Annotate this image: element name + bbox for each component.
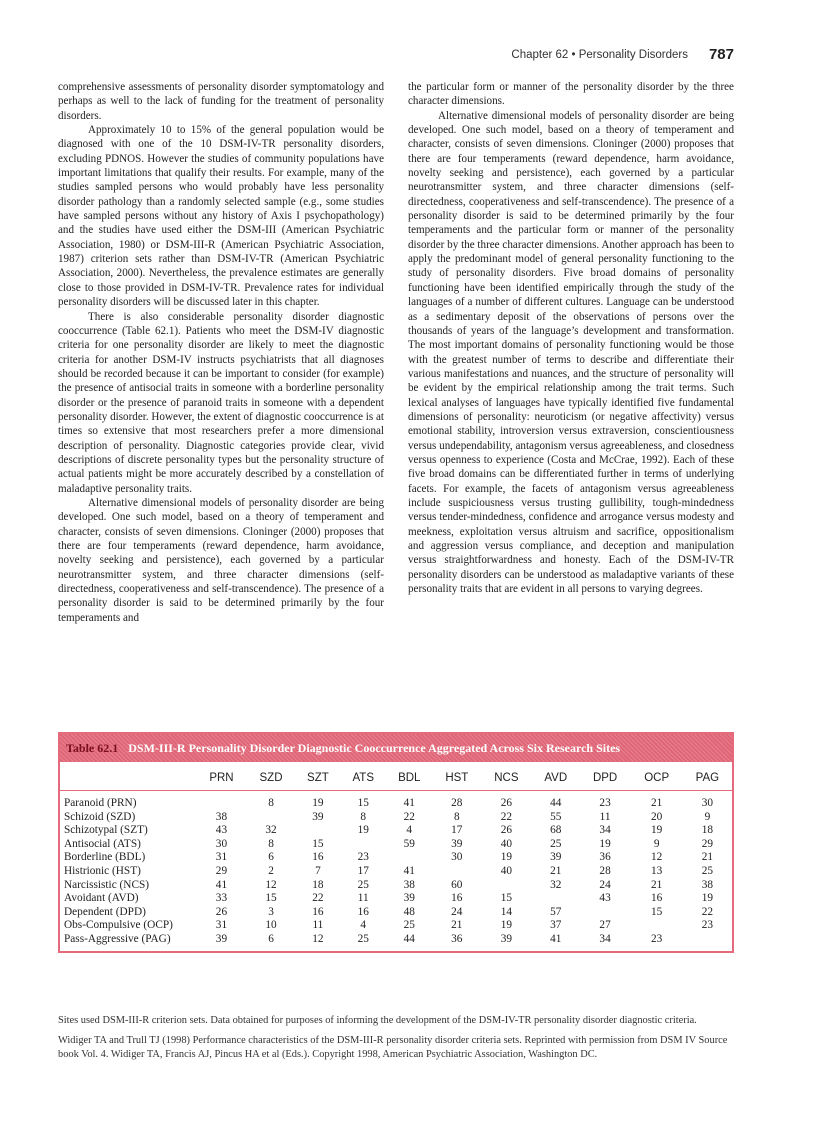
table-cell: 16: [651, 892, 663, 905]
table-row: [60, 865, 732, 879]
table-cell: 8: [268, 797, 274, 809]
table-row: [60, 892, 732, 906]
paragraph: Alternative dimensional models of personality disorder are being developed. One such model, based on a theory of temperament and character, consists of seven dimensions. Cloninger (2000) proposes that there are four temperaments (reward dependence, harm avoidance, novelty seeking and persistence), each governed by a particular neurotransmitter system, and three character dimensions (self-directedness, cooperativeness and self-transcendence). The presence of a personality disorder is said to be determined primarily by the four temperaments and the particular form or manner of the personality disorder by the three character dimensions. Another approach has been to apply the predominant model of general personality functioning to the study of personality disorders. Five broad domains of personality functioning have been identified empirically through the study of the languages of a number of different cultures. Language can be understood as a sedimentary deposit of the observations of persons over the thousands of years of the language’s development and transformation. The most important domains of personality functioning would be those with the greatest number of terms to describe and differentiate their various manifestations and nuances, and the structure of personality will be evident by the empirical relationship among the trait terms. Such lexical analyses of languages have typically identified five fundamental dimensions of personality: neuroticism (or negative affectivity) versus emotional stability, introversion versus extraversion, conscientiousness versus undependability, antagonism versus agreeableness, and closedness versus openness to experience (Costa and McCrae, 1992). Each of these five broad domains can be differentiated further in terms of underlying facets. For example, the facets of antagonism versus agreeableness include suspiciousness versus trusting gullibility, tough-mindedness versus tender-mindedness, confidence and arrogance versus modesty and meekness, exploitation versus altruism and sacrifice, oppositionalism and aggression versus compliance, and deception and manipulation versus straightforwardness and honesty. Each of the DSM-IV-TR personality disorders can be understood as maladaptive variants of these personality traits that are evident in all persons to varying degrees.: [408, 109, 734, 596]
row-label: Avoidant (AVD): [64, 892, 139, 905]
table-cell: 57: [550, 905, 562, 918]
table-cell: 22: [403, 810, 415, 823]
table-cell: 39: [312, 810, 324, 823]
page-header: [58, 46, 734, 66]
column-header: HST: [433, 762, 481, 791]
table-cell: 23: [599, 797, 611, 809]
table-cell: 21: [651, 797, 663, 809]
table-cell: [481, 879, 532, 893]
table-cell: 4: [360, 919, 367, 932]
table-cell: 12: [265, 878, 277, 891]
table-row: [60, 811, 732, 825]
table-cell: 59: [403, 837, 415, 850]
table-cell: 14: [500, 905, 513, 918]
table-source: Widiger TA and Trull TJ (1998) Performance characteristics of the DSM-III-R personality disorder criteria sets. Reprinted with permission from DSM IV Source book Vol. 4. Widiger TA, Francis AJ, Pincus HA et al (Eds.). Copyright 1998, American Psychiatric Association, Washington DC.: [58, 1035, 728, 1060]
table-header-row: [60, 762, 732, 791]
table-cell: 37: [550, 919, 562, 932]
table-row: [60, 933, 732, 951]
table-cell: 16: [451, 892, 463, 905]
table-cell: 10: [265, 919, 277, 932]
table-cell: 40: [500, 837, 513, 850]
right-text-column: [408, 80, 734, 596]
table-cell: 17: [451, 824, 463, 837]
table-cell: 15: [357, 797, 369, 809]
table-cell: 24: [599, 878, 611, 891]
table-cell: 15: [265, 892, 277, 905]
table-cell: 26: [500, 797, 513, 809]
table-cell: 11: [357, 892, 369, 905]
table-cell: 7: [315, 864, 321, 877]
table-cell: 27: [599, 919, 611, 932]
left-text-column: [58, 80, 384, 625]
column-header: SZT: [295, 762, 341, 791]
paragraph: Approximately 10 to 15% of the general population would be diagnosed with one of the 10 DSM-IV-TR personality disorders, excluding PDNOS. However the studies of community populations have important limitations that qualify their results. For example, many of the studies sampled persons who would probably have less personality disorder pathology than a randomly selected sample (e.g., some studies have sampled persons without any history of Axis I psychopathology) and the studies have used either the DSM-III (American Psychiatric Association, 1980) or DSM-III-R (American Psychiatric Association, 1987) criterion sets rather than DSM-IV-TR (American Psychiatric Association, 2000). Nevertheless, the prevalence estimates are generally close to those provided in DSM-IV-TR. Prevalence rates for individual personality disorders will be discussed later in this chapter.: [58, 124, 384, 309]
table-cell: 3: [268, 905, 274, 918]
table-cell: 19: [651, 824, 663, 837]
table-row: [60, 791, 732, 811]
table-cell: 32: [550, 878, 562, 891]
table-cell: 15: [312, 837, 324, 850]
table-cell: 26: [215, 905, 228, 918]
table-cell: 29: [215, 864, 228, 877]
table-cell: [386, 851, 433, 865]
paragraph: Alternative dimensional models of personality disorder are being developed. One such model, based on a theory of temperament and character, consists of seven dimensions. Cloninger (2000) proposes that there are four temperaments (reward dependence, harm avoidance, novelty seeking and persistence), each governed by a particular neurotransmitter system, and three character dimensions (self-directedness, cooperativeness and self-transcendence). The presence of a personality disorder is said to be determined primarily by the four temperaments and: [58, 496, 384, 624]
table-cell: 43: [215, 824, 228, 837]
table-cell: 22: [312, 892, 324, 905]
table-cell: 25: [357, 932, 369, 945]
table-cell: [532, 892, 580, 906]
table-cell: 19: [599, 837, 611, 850]
table-cell: 19: [500, 851, 513, 864]
table-footnote: Sites used DSM-III-R criterion sets. Data obtained for purposes of informing the development of the DSM-IV-TR personality disorder diagnostic criteria.: [58, 1015, 697, 1026]
column-header: NCS: [481, 762, 532, 791]
table-cell: 18: [312, 878, 324, 891]
table-cell: 8: [268, 837, 274, 850]
table-62-1: [58, 732, 734, 953]
table-cell: 38: [215, 810, 228, 823]
column-header: AVD: [532, 762, 580, 791]
table-cell: 23: [357, 851, 369, 864]
table-cell: 11: [599, 810, 611, 823]
table-cell: 39: [215, 932, 228, 945]
table-cell: 32: [265, 824, 277, 837]
row-label: Dependent (DPD): [64, 905, 146, 918]
table-cell: 4: [406, 824, 413, 837]
column-header: BDL: [386, 762, 433, 791]
table-cell: 38: [403, 878, 415, 891]
row-label: Paranoid (PRN): [64, 797, 137, 809]
table-cell: 19: [500, 919, 513, 932]
table-cell: 31: [215, 919, 228, 932]
table-cell: 36: [599, 851, 611, 864]
table-cell: [683, 933, 732, 951]
table-cell: 12: [312, 932, 324, 945]
table-cell: 40: [500, 864, 513, 877]
table-cell: [580, 906, 631, 920]
table-cell: 16: [312, 905, 324, 918]
table-cell: 39: [403, 892, 415, 905]
table-cell: [341, 838, 386, 852]
table-cell: 30: [451, 851, 463, 864]
table-row: [60, 879, 732, 893]
row-label: Obs-Compulsive (OCP): [64, 919, 173, 932]
table-cell: 48: [403, 905, 415, 918]
paragraph: comprehensive assessments of personality disorder symptomatology and perhaps as well to the lack of funding for the treatment of personality disorders.: [58, 81, 384, 122]
table-cell: 28: [451, 797, 463, 809]
table-row: [60, 906, 732, 920]
table-cell: 12: [651, 851, 663, 864]
table-cell: 34: [599, 932, 611, 945]
table-cell: 36: [451, 932, 463, 945]
row-label: Histrionic (HST): [64, 864, 141, 877]
table-cell: 19: [701, 892, 714, 905]
page-number: 787: [708, 46, 734, 63]
table-cell: 60: [451, 878, 463, 891]
row-label: Pass-Aggressive (PAG): [64, 932, 171, 945]
column-header: ATS: [341, 762, 386, 791]
table-cell: 9: [704, 810, 711, 823]
table-cell: 29: [701, 837, 714, 850]
table-cell: 23: [651, 932, 663, 945]
table-cell: [295, 824, 341, 838]
row-label: Schizotypal (SZT): [64, 824, 148, 837]
table-cell: 21: [451, 919, 463, 932]
table-cell: 8: [453, 810, 460, 823]
table-cell: 21: [651, 878, 663, 891]
table-cell: 11: [312, 919, 324, 932]
table-cell: 25: [550, 837, 562, 850]
table-cell: 41: [215, 878, 228, 891]
row-label: Narcissistic (NCS): [64, 878, 150, 891]
table-title: DSM-III-R Personality Disorder Diagnostic Cooccurrence Aggregated Across Six Research Sites: [128, 740, 621, 755]
column-header: SZD: [247, 762, 295, 791]
table-cell: 25: [357, 878, 369, 891]
table-cell: 44: [403, 932, 415, 945]
paragraph: There is also considerable personality disorder diagnostic cooccurrence (Table 62.1). Patients who meet the DSM-IV diagnostic criteria for one personality disorder are likely to meet the diagnostic criteria for another DSM-IV instructs psychiatrists that all diagnoses should be recorded because it can be important to consider (for example) the presence of antisocial traits in someone with a borderline personality disorder or the presence of paranoid traits in someone with a dependent personality disorder. However, the extent of diagnostic cooccurrence is at times so extensive that most researchers prefer a more dimensional description of personality. Diagnostic categories provide clear, vivid descriptions of discrete personality types but the personality structure of actual patients might be more accurately described by a constellation of maladaptive personality traits.: [58, 310, 384, 495]
table-cell: 44: [550, 797, 562, 809]
table-cell: 21: [701, 851, 714, 864]
table-cell: [247, 811, 295, 825]
table-cell: [631, 919, 683, 933]
table-cell: 23: [701, 919, 714, 932]
table-cell: 30: [701, 797, 714, 809]
table-cell: 41: [403, 797, 415, 809]
table-cell: 19: [312, 797, 324, 809]
table-cell: 15: [500, 892, 513, 905]
table-cell: 20: [651, 810, 663, 823]
table-cell: 13: [651, 864, 663, 877]
table-cell: 19: [357, 824, 369, 837]
paragraph: the particular form or manner of the personality disorder by the three character dimensions.: [408, 81, 734, 108]
table-caption-bar: [60, 734, 732, 762]
table-cell: 43: [599, 892, 611, 905]
table-cell: 6: [268, 851, 274, 864]
row-label: Schizoid (SZD): [64, 810, 136, 823]
table-cell: 16: [312, 851, 324, 864]
table-cell: 28: [599, 864, 611, 877]
table-cell: 17: [357, 864, 369, 877]
column-header: PAG: [683, 762, 732, 791]
table-cell: 31: [215, 851, 228, 864]
table-cell: 39: [451, 837, 463, 850]
table-cell: 22: [701, 905, 714, 918]
table-cell: 8: [360, 810, 367, 823]
table-cell: 21: [550, 864, 562, 877]
table-row: [60, 851, 732, 865]
table-cell: 41: [403, 864, 415, 877]
table-cell: 38: [701, 878, 714, 891]
table-cell: 25: [701, 864, 714, 877]
table-cell: 41: [550, 932, 562, 945]
table-notes: [58, 1014, 734, 1068]
table-cell: 15: [651, 905, 663, 918]
table-cell: 24: [451, 905, 463, 918]
table-cell: 26: [500, 824, 513, 837]
table-cell: 55: [550, 810, 562, 823]
column-header: PRN: [196, 762, 247, 791]
table-cell: 68: [550, 824, 562, 837]
table-row: [60, 838, 732, 852]
table-cell: [196, 791, 247, 811]
table-cell: 25: [403, 919, 415, 932]
chapter-title: Chapter 62 • Personality Disorders: [511, 49, 688, 61]
table-cell: 6: [268, 932, 274, 945]
table-cell: 33: [215, 892, 228, 905]
table-row: [60, 824, 732, 838]
row-label: Antisocial (ATS): [64, 837, 141, 850]
table-cell: 18: [701, 824, 714, 837]
column-header: DPD: [580, 762, 631, 791]
column-header: OCP: [631, 762, 683, 791]
table-cell: 9: [653, 837, 660, 850]
table-cell: 2: [268, 864, 274, 877]
table-cell: 30: [215, 837, 228, 850]
table-cell: 39: [500, 932, 513, 945]
table-body: [60, 791, 732, 951]
table-cell: 22: [500, 810, 513, 823]
table-cell: 39: [550, 851, 562, 864]
row-label-header: [60, 762, 196, 791]
table-cell: [433, 865, 481, 879]
table-label: Table 62.1: [66, 740, 119, 755]
row-label: Borderline (BDL): [64, 851, 146, 864]
table-cell: 34: [599, 824, 611, 837]
cooccurrence-table: [60, 762, 732, 951]
table-row: [60, 919, 732, 933]
table-cell: 16: [357, 905, 369, 918]
